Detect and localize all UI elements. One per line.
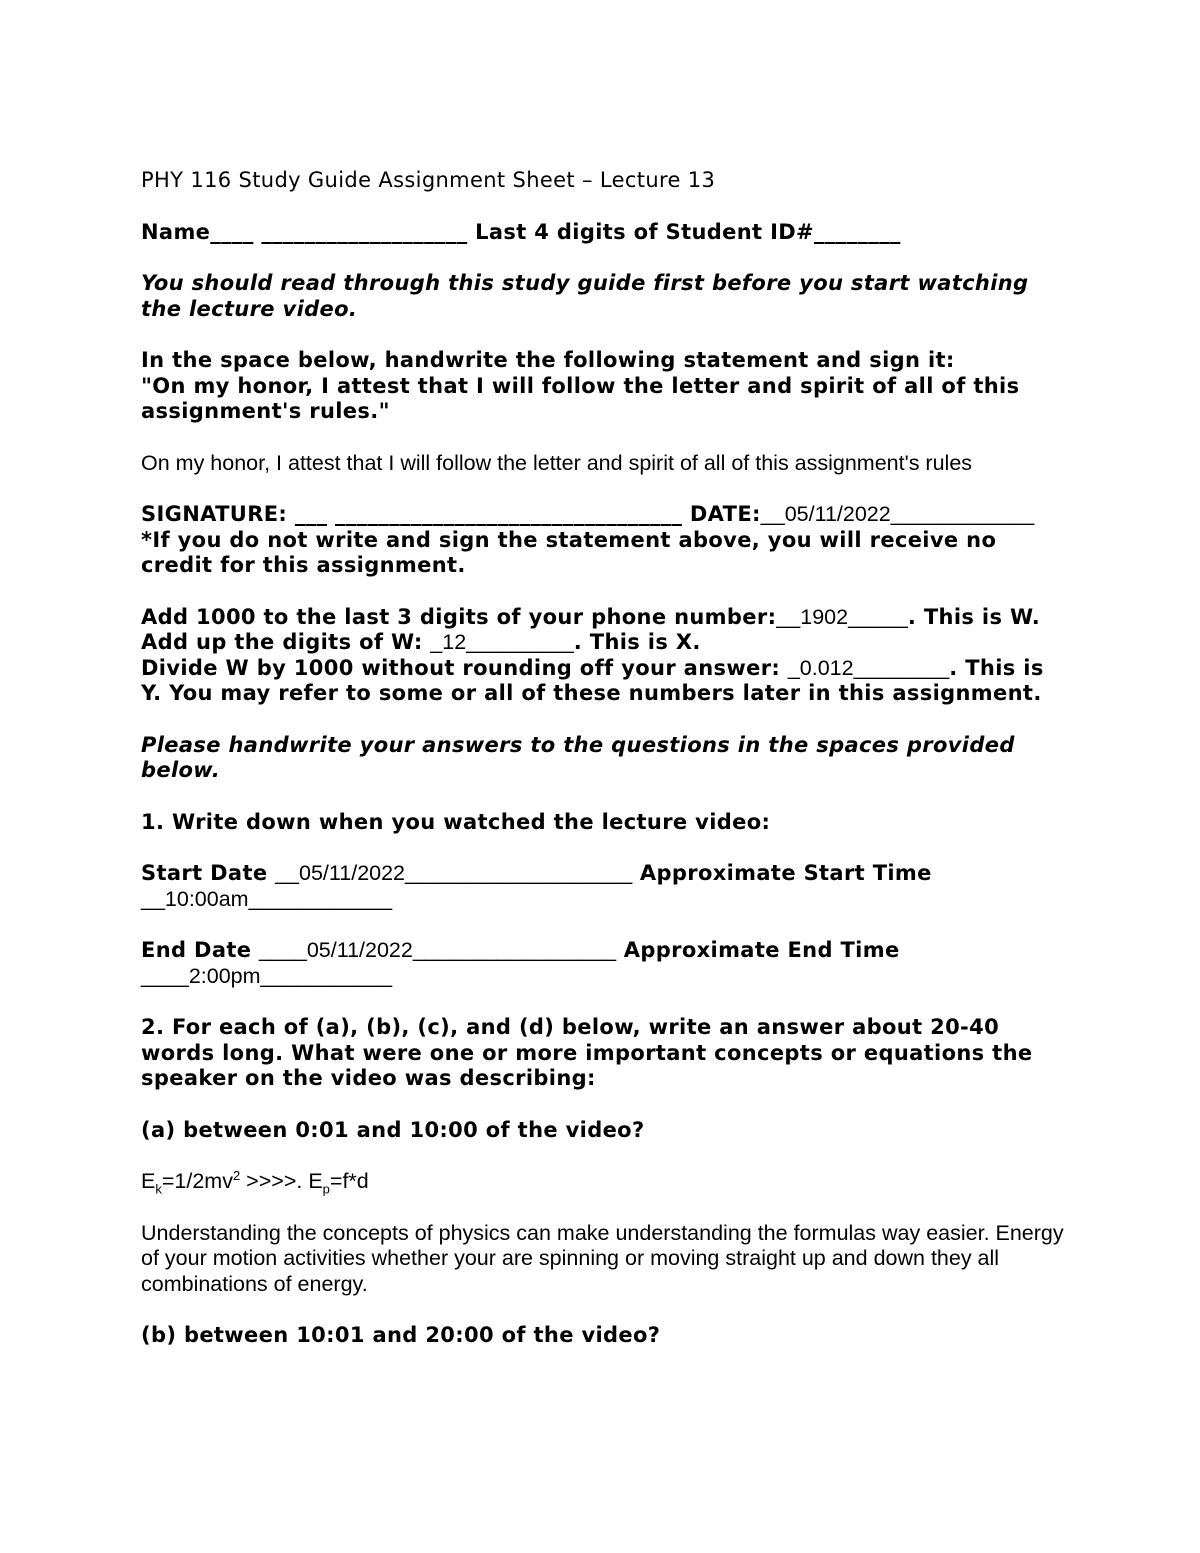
- signature-block: [141, 502, 1066, 579]
- honor-instructions: [141, 348, 1066, 425]
- w-value: __1902_____: [776, 604, 908, 629]
- eq-kinetic-symbol: E: [141, 1169, 156, 1193]
- x-line: [141, 630, 1066, 656]
- q2a-label: (a) between 0:01 and 10:00 of the video?: [141, 1117, 645, 1142]
- end-date-label: End Date: [141, 938, 259, 962]
- eq-potential-subscript: p: [322, 1181, 330, 1197]
- handwrite-note: Please handwrite your answers to the questions in the spaces provided below.: [141, 732, 1015, 782]
- name-id-line: Name____ ___________________ Last 4 digits of Student ID#________: [141, 219, 901, 244]
- eq-kinetic-subscript: k: [155, 1181, 162, 1197]
- eq-square-superscript: 2: [232, 1167, 241, 1183]
- y-value: _0.012________: [787, 655, 950, 680]
- eq-potential-symbol: >>>>. E: [240, 1169, 323, 1193]
- x-prompt: Add up the digits of W:: [141, 630, 431, 654]
- end-time-value: ____2:00pm___________: [141, 963, 393, 988]
- y-line: [141, 656, 1066, 707]
- document-body: [141, 168, 1066, 1375]
- w-suffix: . This is W.: [907, 604, 1041, 629]
- start-date-label: Start Date: [141, 861, 276, 885]
- q1-start-line: [141, 861, 1066, 912]
- w-line: [141, 605, 1066, 631]
- y-suffix: . This is Y. You may refer to some or all of these numbers later in this assignment.: [141, 655, 1044, 705]
- signature-warning: *If you do not write and sign the statement above, you will receive no credit for this assignment.: [141, 527, 997, 577]
- honor-typed-answer: On my honor, I attest that I will follow the letter and spirit of all of this assignment's rules: [141, 450, 973, 475]
- start-date-value: __05/11/2022___________________: [275, 861, 633, 885]
- end-time-label: Approximate End Time: [616, 938, 900, 962]
- end-date-value: ____05/11/2022_________________: [258, 938, 617, 962]
- start-time-label: Approximate Start Time: [632, 861, 932, 885]
- eq-potential-formula: =f*d: [329, 1169, 369, 1193]
- honor-statement: "On my honor, I attest that I will follow the letter and spirit of all of this assignment's rules.": [141, 373, 1020, 423]
- x-suffix: . This is X.: [573, 630, 701, 654]
- y-prompt: Divide W by 1000 without rounding off your answer:: [141, 655, 788, 680]
- intro-note: You should read through this study guide first before you start watching the lecture video.: [141, 271, 1029, 321]
- number-block: [141, 605, 1066, 707]
- w-prompt: Add 1000 to the last 3 digits of your phone number:: [141, 604, 777, 629]
- x-value: _12_________: [430, 630, 574, 654]
- start-time-value: __10:00am____________: [141, 886, 393, 911]
- q2b-label: (b) between 10:01 and 20:00 of the video?: [141, 1323, 661, 1347]
- q2a-answer: Understanding the concepts of physics can make understanding the formulas way easier. Energy of your motion activities whether your are spinning or moving straight up and down they all combinations of energy.: [141, 1220, 1064, 1296]
- q2a-equation: [141, 1169, 1066, 1195]
- q2-prompt: 2. For each of (a), (b), (c), and (d) below, write an answer about 20-40 words long. What were one or more important concepts or equations the speaker on the video was describing:: [141, 1015, 1033, 1090]
- honor-instruction: In the space below, handwrite the following statement and sign it:: [141, 348, 955, 372]
- eq-kinetic-formula: =1/2mv: [161, 1169, 233, 1193]
- q1-end-line: [141, 938, 1066, 989]
- page-title: PHY 116 Study Guide Assignment Sheet – Lecture 13: [141, 168, 716, 192]
- signature-line: [141, 502, 1066, 528]
- q1-prompt: 1. Write down when you watched the lecture video:: [141, 809, 771, 834]
- signature-label: SIGNATURE: ___ ________________________________ DATE:: [141, 502, 761, 526]
- signature-date-value: __05/11/2022____________: [760, 502, 1035, 526]
